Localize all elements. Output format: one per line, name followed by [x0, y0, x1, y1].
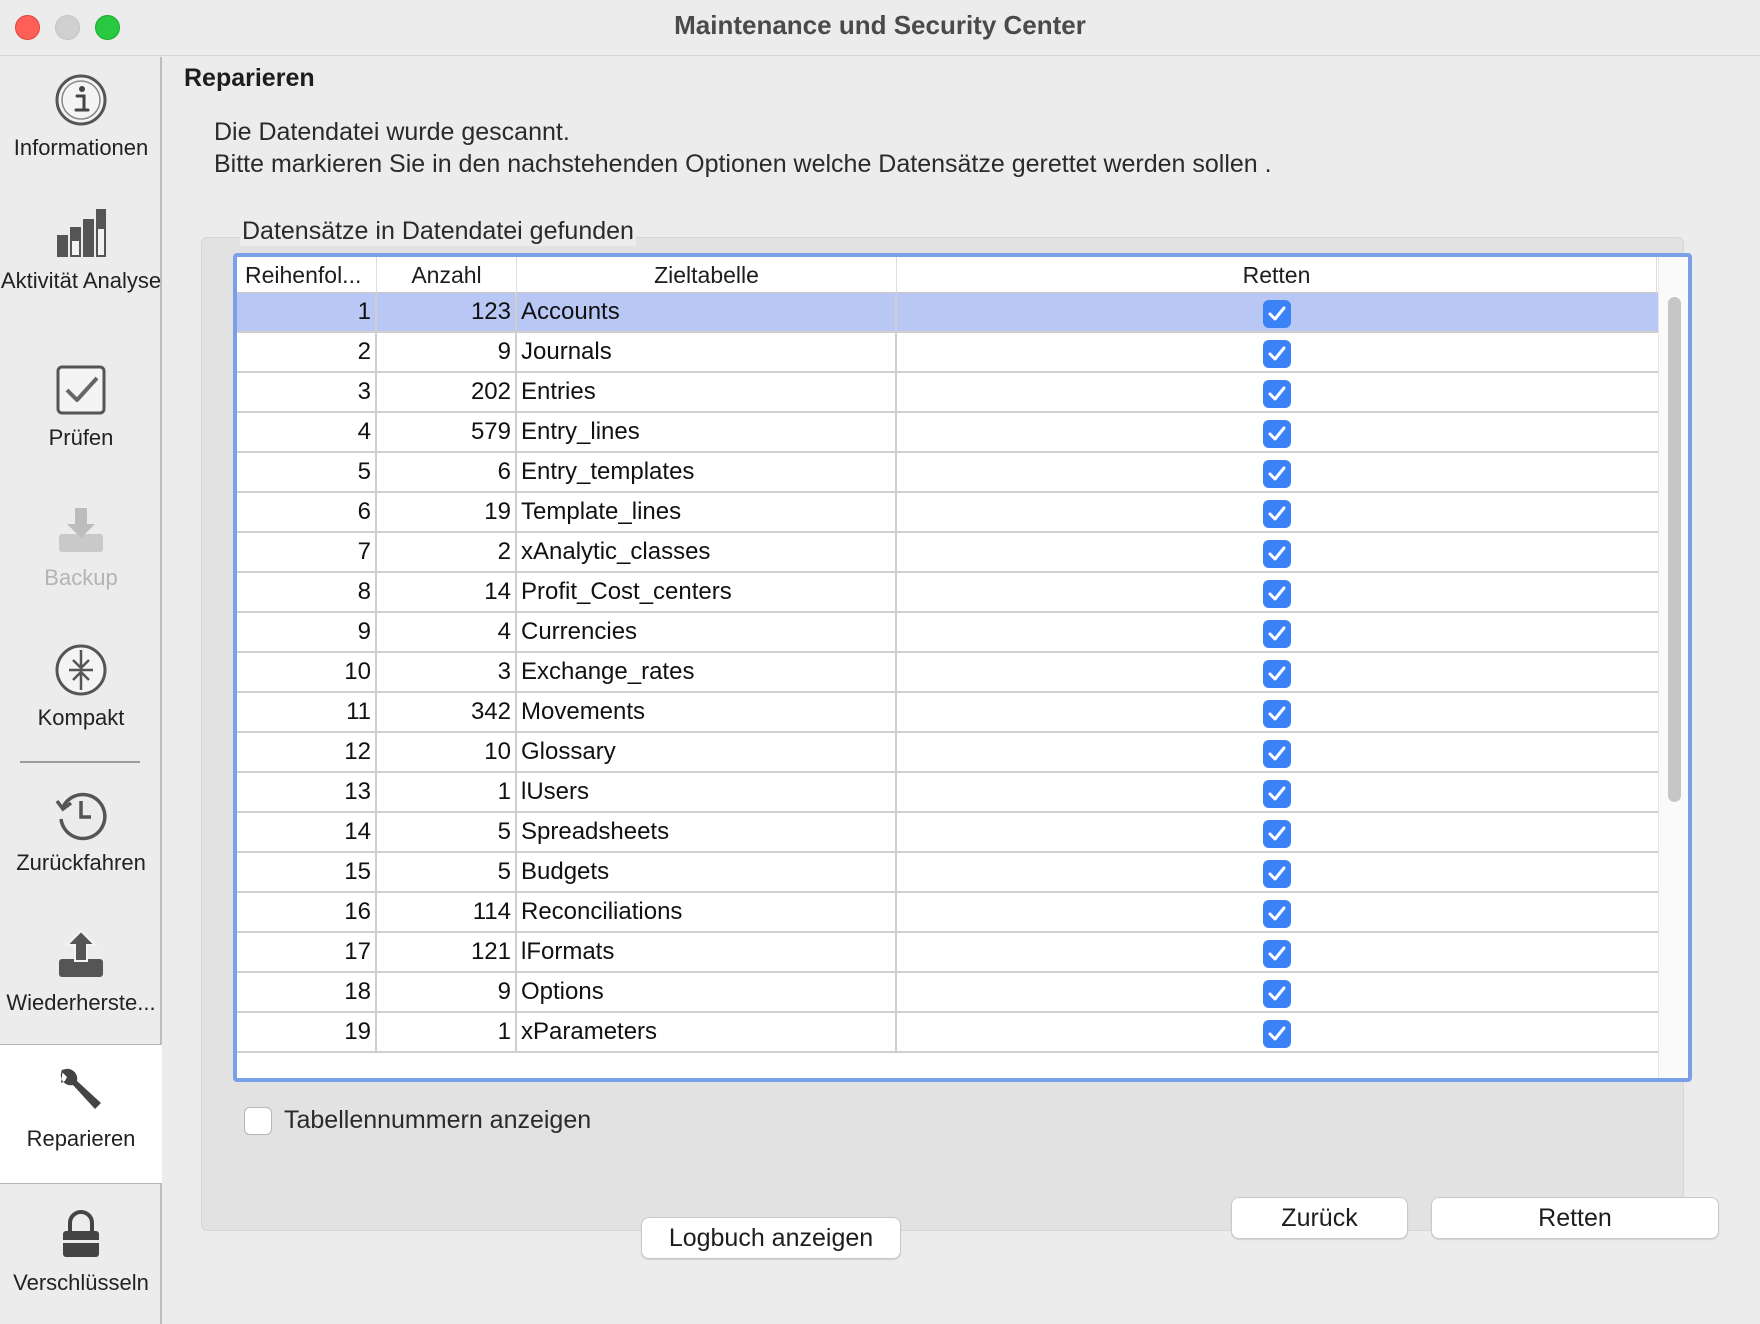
records-table[interactable] [233, 253, 1692, 1082]
order-cell: 15 [237, 853, 377, 891]
table-row[interactable] [237, 773, 1658, 813]
save-checkbox[interactable] [1263, 660, 1291, 688]
save-cell [897, 453, 1657, 491]
count-cell: 123 [377, 293, 517, 331]
save-checkbox[interactable] [1263, 500, 1291, 528]
info-icon [53, 72, 109, 128]
bar-chart-icon [53, 205, 109, 261]
table-row[interactable] [237, 453, 1658, 493]
checkmark-icon [1267, 664, 1287, 684]
wrench-icon [53, 1063, 109, 1119]
table-row[interactable] [237, 693, 1658, 733]
save-checkbox[interactable] [1263, 620, 1291, 648]
order-cell: 17 [237, 933, 377, 971]
table-row[interactable] [237, 333, 1658, 373]
sidebar-item-label: Prüfen [48, 425, 114, 450]
save-checkbox[interactable] [1263, 940, 1291, 968]
table-row[interactable] [237, 813, 1658, 853]
count-cell: 342 [377, 693, 517, 731]
sidebar-item-reparieren[interactable] [0, 1044, 162, 1184]
save-cell [897, 773, 1657, 811]
order-cell: 12 [237, 733, 377, 771]
save-cell [897, 653, 1657, 691]
target-table-cell: lUsers [517, 773, 897, 811]
save-records-button[interactable]: Retten [1431, 1197, 1719, 1239]
sidebar-item-backup[interactable] [0, 502, 162, 591]
target-table-cell: Profit_Cost_centers [517, 573, 897, 611]
save-cell [897, 813, 1657, 851]
count-cell: 1 [377, 1013, 517, 1051]
column-header-target-table[interactable]: Zieltabelle [517, 257, 897, 293]
sidebar-item-wiederherstellen[interactable] [0, 927, 162, 1016]
target-table-cell: Reconciliations [517, 893, 897, 931]
back-button[interactable]: Zurück [1231, 1197, 1408, 1239]
count-cell: 2 [377, 533, 517, 571]
checkmark-icon [1267, 984, 1287, 1004]
table-row[interactable] [237, 613, 1658, 653]
checkmark-icon [1267, 864, 1287, 884]
order-cell: 9 [237, 613, 377, 651]
table-row[interactable] [237, 293, 1658, 333]
order-cell: 3 [237, 373, 377, 411]
save-checkbox[interactable] [1263, 420, 1291, 448]
save-cell [897, 973, 1657, 1011]
count-cell: 9 [377, 333, 517, 371]
vertical-scrollbar[interactable] [1658, 257, 1688, 1078]
sidebar-item-label: Wiederherste... [6, 990, 156, 1015]
count-cell: 6 [377, 453, 517, 491]
save-cell [897, 413, 1657, 451]
order-cell: 10 [237, 653, 377, 691]
save-cell [897, 933, 1657, 971]
save-cell [897, 693, 1657, 731]
save-cell [897, 333, 1657, 371]
page-title: Reparieren [184, 64, 315, 92]
order-cell: 16 [237, 893, 377, 931]
target-table-cell: Spreadsheets [517, 813, 897, 851]
show-table-numbers-checkbox[interactable] [244, 1107, 272, 1135]
title-bar [0, 0, 1760, 56]
table-row[interactable] [237, 1013, 1658, 1053]
rollback-icon [53, 787, 109, 843]
count-cell: 3 [377, 653, 517, 691]
count-cell: 202 [377, 373, 517, 411]
show-log-button[interactable]: Logbuch anzeigen [641, 1217, 901, 1259]
table-row[interactable] [237, 653, 1658, 693]
count-cell: 121 [377, 933, 517, 971]
sidebar-item-aktivitaet-analyse[interactable] [0, 205, 162, 294]
save-cell [897, 573, 1657, 611]
target-table-cell: Options [517, 973, 897, 1011]
save-checkbox[interactable] [1263, 1020, 1291, 1048]
save-checkbox[interactable] [1263, 820, 1291, 848]
order-cell: 6 [237, 493, 377, 531]
order-cell: 7 [237, 533, 377, 571]
table-row[interactable] [237, 733, 1658, 773]
order-cell: 2 [237, 333, 377, 371]
restore-icon [53, 927, 109, 983]
count-cell: 114 [377, 893, 517, 931]
sidebar-item-label: Zurückfahren [16, 850, 146, 875]
save-cell [897, 733, 1657, 771]
sidebar-item-zurueckfahren[interactable] [0, 787, 162, 876]
order-cell: 11 [237, 693, 377, 731]
check-icon [53, 362, 109, 418]
target-table-cell: Entries [517, 373, 897, 411]
save-checkbox[interactable] [1263, 460, 1291, 488]
checkmark-icon [1267, 584, 1287, 604]
target-table-cell: Journals [517, 333, 897, 371]
checkmark-icon [1267, 1024, 1287, 1044]
save-checkbox[interactable] [1263, 380, 1291, 408]
table-body [237, 293, 1658, 1053]
save-cell [897, 293, 1657, 331]
table-row[interactable] [237, 373, 1658, 413]
checkmark-icon [1267, 424, 1287, 444]
sidebar-item-verschluesseln[interactable] [0, 1207, 162, 1296]
save-cell [897, 533, 1657, 571]
save-cell [897, 1013, 1657, 1051]
order-cell: 5 [237, 453, 377, 491]
column-header-save[interactable]: Retten [897, 257, 1657, 293]
save-cell [897, 893, 1657, 931]
target-table-cell: Currencies [517, 613, 897, 651]
count-cell: 579 [377, 413, 517, 451]
table-row[interactable] [237, 573, 1658, 613]
table-row[interactable] [237, 493, 1658, 533]
checkmark-icon [1267, 744, 1287, 764]
checkmark-icon [1267, 624, 1287, 644]
order-cell: 19 [237, 1013, 377, 1051]
table-row[interactable] [237, 853, 1658, 893]
save-checkbox[interactable] [1263, 540, 1291, 568]
save-checkbox[interactable] [1263, 340, 1291, 368]
order-cell: 4 [237, 413, 377, 451]
save-checkbox[interactable] [1263, 740, 1291, 768]
target-table-cell: lFormats [517, 933, 897, 971]
sidebar [0, 57, 162, 1324]
count-cell: 19 [377, 493, 517, 531]
save-checkbox[interactable] [1263, 700, 1291, 728]
target-table-cell: Movements [517, 693, 897, 731]
table-row[interactable] [237, 533, 1658, 573]
sidebar-item-label: Reparieren [26, 1126, 136, 1151]
checkmark-icon [1267, 344, 1287, 364]
sidebar-item-kompakt[interactable] [0, 642, 162, 731]
count-cell: 14 [377, 573, 517, 611]
target-table-cell: Entry_templates [517, 453, 897, 491]
compact-icon [53, 642, 109, 698]
checkmark-icon [1267, 944, 1287, 964]
column-header-order[interactable]: Reihenfol... [237, 257, 377, 293]
save-checkbox[interactable] [1263, 900, 1291, 928]
table-header [237, 257, 1658, 293]
checkmark-icon [1267, 784, 1287, 804]
count-cell: 4 [377, 613, 517, 651]
target-table-cell: Budgets [517, 853, 897, 891]
table-row[interactable] [237, 933, 1658, 973]
target-table-cell: Exchange_rates [517, 653, 897, 691]
table-row[interactable] [237, 413, 1658, 453]
sidebar-item-label: Aktivität Analyse [0, 268, 162, 293]
count-cell: 5 [377, 853, 517, 891]
count-cell: 10 [377, 733, 517, 771]
save-checkbox[interactable] [1263, 580, 1291, 608]
target-table-cell: Accounts [517, 293, 897, 331]
sidebar-item-informationen[interactable] [0, 72, 162, 161]
save-cell [897, 853, 1657, 891]
sidebar-item-pruefen[interactable] [0, 362, 162, 451]
table-row[interactable] [237, 973, 1658, 1013]
save-checkbox[interactable] [1263, 780, 1291, 808]
sidebar-separator [20, 761, 140, 763]
scrollbar-thumb[interactable] [1668, 297, 1681, 802]
table-row[interactable] [237, 893, 1658, 933]
checkmark-icon [1267, 704, 1287, 724]
count-cell: 5 [377, 813, 517, 851]
info-text-line-2: Bitte markieren Sie in den nachstehenden Optionen welche Datensätze gerettet werden sollen . [214, 150, 1272, 178]
backup-icon [53, 502, 109, 558]
save-cell [897, 613, 1657, 651]
window-title: Maintenance und Security Center [674, 10, 1086, 40]
save-checkbox[interactable] [1263, 860, 1291, 888]
order-cell: 8 [237, 573, 377, 611]
save-cell [897, 373, 1657, 411]
save-checkbox[interactable] [1263, 300, 1291, 328]
order-cell: 13 [237, 773, 377, 811]
lock-icon [53, 1207, 109, 1263]
checkmark-icon [1267, 464, 1287, 484]
checkmark-icon [1267, 384, 1287, 404]
checkmark-icon [1267, 904, 1287, 924]
sidebar-item-label: Kompakt [37, 705, 125, 730]
order-cell: 18 [237, 973, 377, 1011]
checkmark-icon [1267, 824, 1287, 844]
target-table-cell: Template_lines [517, 493, 897, 531]
main-content [164, 57, 1760, 1324]
sidebar-item-label: Verschlüsseln [13, 1270, 149, 1295]
target-table-cell: Entry_lines [517, 413, 897, 451]
order-cell: 14 [237, 813, 377, 851]
column-header-count[interactable]: Anzahl [377, 257, 517, 293]
target-table-cell: xParameters [517, 1013, 897, 1051]
info-text-line-1: Die Datendatei wurde gescannt. [214, 118, 570, 146]
target-table-cell: xAnalytic_classes [517, 533, 897, 571]
count-cell: 9 [377, 973, 517, 1011]
checkmark-icon [1267, 544, 1287, 564]
sidebar-item-label: Informationen [13, 135, 149, 160]
count-cell: 1 [377, 773, 517, 811]
save-checkbox[interactable] [1263, 980, 1291, 1008]
show-table-numbers-label: Tabellennummern anzeigen [284, 1106, 592, 1134]
checkmark-icon [1267, 504, 1287, 524]
checkmark-icon [1267, 304, 1287, 324]
sidebar-item-label: Backup [44, 565, 118, 590]
target-table-cell: Glossary [517, 733, 897, 771]
order-cell: 1 [237, 293, 377, 331]
group-box-label: Datensätze in Datendatei gefunden [242, 217, 634, 245]
save-cell [897, 493, 1657, 531]
